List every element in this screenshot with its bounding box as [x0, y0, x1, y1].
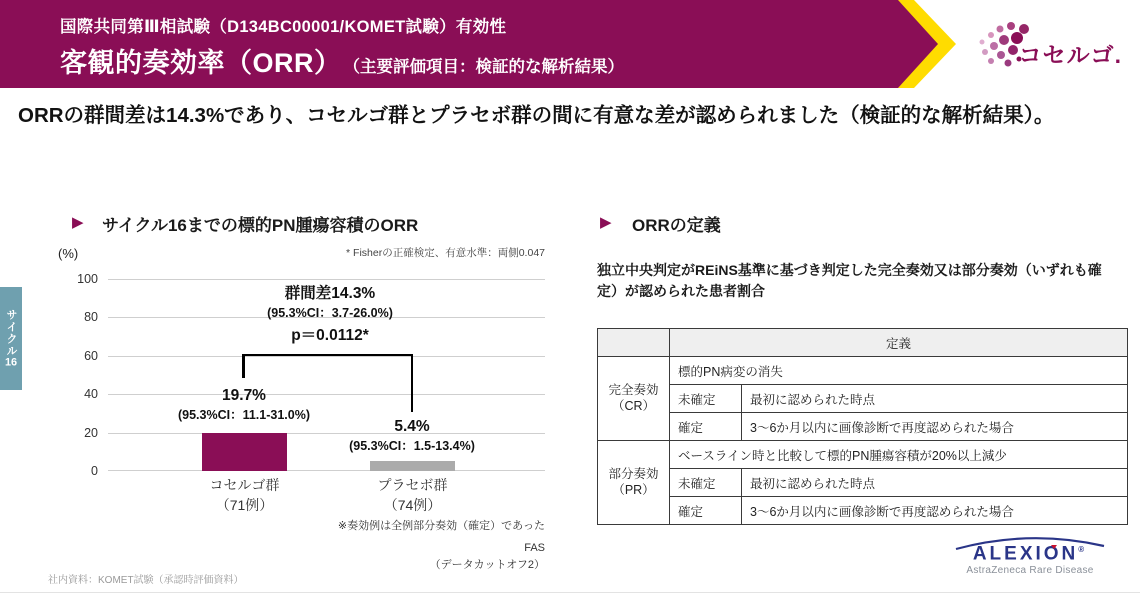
placebo-ci: (95.3%CI：1.5-13.4%)	[349, 439, 475, 453]
y-tick: 60	[84, 349, 98, 363]
koselugo-ci: (95.3%CI：11.1-31.0%)	[177, 408, 310, 422]
placebo-value: 5.4%	[394, 418, 430, 435]
statistical-test-footnote: * Fisherの正確検定、有意水準：両側0.047	[346, 247, 545, 259]
y-tick: 0	[91, 464, 98, 478]
table-row	[598, 441, 1128, 469]
cr-confirmed-def: 3～6か月以内に画像診断で再度認められた場合	[742, 413, 1128, 441]
triangle-bullet-icon: ▶	[72, 214, 84, 231]
cycle16-side-tab-label: サイクル16	[4, 309, 18, 368]
page-title-suffix: （主要評価項目：検証的な解析結果）	[343, 58, 624, 76]
pr-unconfirmed-label: 未確定	[670, 469, 742, 497]
cr-confirmed-label: 確定	[670, 413, 742, 441]
orr-definition-text: 独立中央判定がREiNS基準に基づき判定した完全奏効又は部分奏効（いずれも確定）が認められた患者割合	[597, 262, 1102, 299]
x-label-placebo: プラセボ群 （74例）	[377, 477, 448, 513]
table-row	[598, 385, 1128, 413]
cr-unconfirmed-def: 最初に認められた時点	[742, 385, 1128, 413]
table-row	[598, 469, 1128, 497]
y-tick: 80	[84, 310, 98, 324]
y-tick: 40	[84, 387, 98, 401]
key-statement: ORRの群間差は14.3%であり、コセルゴ群とプラセボ群の間に有意な差が認められました（検証的な解析結果）。	[18, 104, 1055, 127]
table-header-definition: 定義	[670, 329, 1128, 357]
group-cell-cr: 完全奏効 （CR）	[598, 357, 670, 441]
cr-criteria: 標的PN病変の消失	[670, 357, 1128, 385]
pr-confirmed-label: 確定	[670, 497, 742, 525]
chart-section-title: サイクル16までの標的PN腫瘍容積のORR	[102, 216, 419, 235]
alexion-wordmark: ALEXION®	[972, 543, 1088, 565]
definition-section-title: ORRの定義	[632, 216, 721, 235]
koselugo-value-annotation	[154, 387, 334, 423]
x-label-koselugo: コセルゴ群 （71例）	[209, 477, 280, 513]
p-value-label: p＝0.0112*	[291, 327, 369, 344]
bar-placebo	[370, 461, 455, 471]
gridline	[108, 279, 545, 280]
response-note: ※奏効例は全例部分奏効（確定）であった	[337, 520, 545, 532]
table-header-row	[598, 329, 1128, 357]
cycle16-side-tab	[0, 287, 22, 390]
alexion-arc-icon	[952, 535, 1108, 551]
bottom-divider	[0, 592, 1140, 593]
population-label: FAS	[524, 542, 545, 554]
pr-confirmed-def: 3～6か月以内に画像診断で再度認められた場合	[742, 497, 1128, 525]
y-axis-unit-label: (%)	[58, 246, 79, 261]
pr-unconfirmed-def: 最初に認められた時点	[742, 469, 1128, 497]
header-supertitle: 国際共同第Ⅲ相試験（D134BC00001/KOMET試験）有効性	[60, 18, 507, 36]
y-tick: 100	[77, 272, 98, 286]
table-row	[598, 357, 1128, 385]
table-row	[598, 497, 1128, 525]
table-header-empty-cell	[598, 329, 670, 357]
page-title: 客観的奏効率（ORR）	[60, 48, 342, 78]
triangle-bullet-icon: ▶	[600, 214, 612, 231]
group-cell-pr: 部分奏効 （PR）	[598, 441, 670, 525]
comparison-bracket-left-leg	[242, 354, 245, 378]
gridline-baseline	[108, 470, 545, 471]
koselugo-logo	[966, 18, 1126, 76]
comparison-bracket	[242, 354, 413, 356]
alexion-red-accent-icon	[1051, 545, 1057, 549]
comparison-bracket-right-leg	[411, 354, 414, 412]
placebo-value-annotation	[322, 418, 502, 454]
pr-criteria: ベースライン時と比較して標的PN腫瘍容積が20%以上減少	[670, 441, 1128, 469]
koselugo-logo-text: コセルゴ.	[1018, 42, 1122, 68]
orr-definition-table	[597, 328, 1128, 525]
cr-unconfirmed-label: 未確定	[670, 385, 742, 413]
datacut-label: （データカットオフ2）	[429, 559, 545, 571]
group-difference-annotation	[180, 281, 480, 345]
group-difference-ci: (95.3%CI：3.7-26.0%)	[267, 306, 393, 320]
header	[60, 13, 624, 80]
alexion-logo	[930, 541, 1130, 587]
y-tick: 20	[84, 426, 98, 440]
koselugo-value: 19.7%	[222, 387, 266, 404]
table-row	[598, 413, 1128, 441]
group-difference-label: 群間差14.3%	[284, 285, 376, 302]
bar-koselugo	[202, 433, 287, 471]
gridline	[108, 356, 545, 357]
source-footnote: 社内資料：KOMET試験（承認時評価資料）	[48, 575, 244, 586]
alexion-subtitle: AstraZeneca Rare Disease	[966, 565, 1094, 577]
